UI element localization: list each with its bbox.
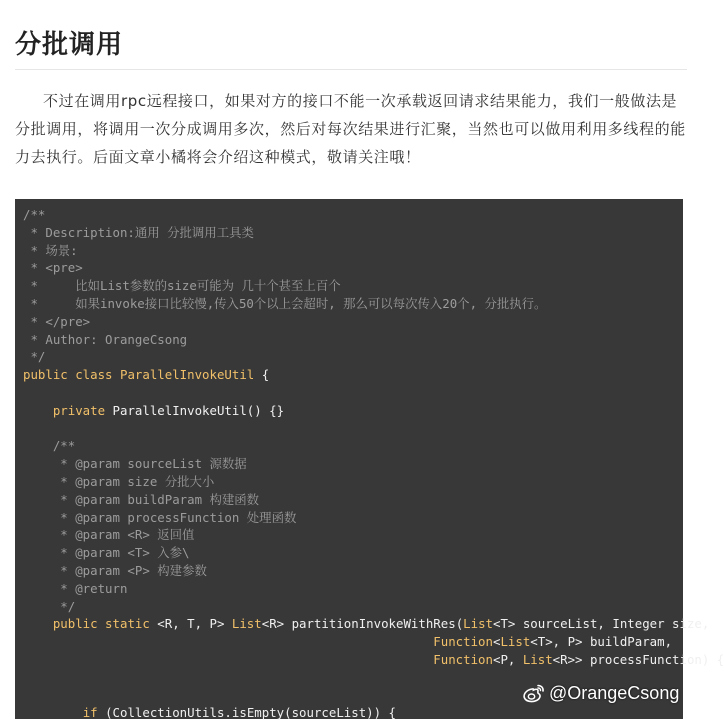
code-token: if [82, 705, 106, 721]
heading-divider [15, 69, 687, 70]
code-token: <T> sourceList, Integer size, [493, 616, 710, 632]
code-line [23, 598, 724, 616]
code-token: * @param <T> 入参\ [23, 545, 190, 561]
code-line [23, 437, 724, 455]
code-line [23, 331, 724, 349]
code-line [23, 526, 724, 544]
code-token: * Description:通用 分批调用工具类 [23, 224, 254, 240]
code-line [23, 402, 724, 420]
code-token [23, 616, 53, 631]
code-token: <R> partitionInvokeWithRes( [261, 616, 464, 632]
code-token: * @param <P> 构建参数 [23, 562, 207, 578]
code-line [23, 704, 724, 722]
watermark-text: @OrangeCsong [549, 682, 680, 703]
code-token: * @param <R> 返回值 [23, 527, 195, 543]
code-token: * 场景: [23, 242, 78, 258]
code-token: * @param size 分批大小 [23, 473, 215, 489]
code-line [23, 580, 724, 598]
watermark [522, 680, 679, 706]
code-token: { [254, 367, 270, 383]
code-line [23, 509, 724, 527]
code-token: */ [23, 349, 46, 365]
code-line [23, 366, 724, 384]
code-token: * 比如List参数的size可能为 几十个甚至上百个 [23, 278, 341, 294]
code-line [23, 277, 724, 295]
code-token [23, 652, 433, 667]
code-token: Function [433, 651, 493, 667]
code-content [23, 206, 724, 722]
code-line [23, 651, 724, 669]
code-token: public static [52, 616, 158, 632]
intro-paragraph: 不过在调用rpc远程接口，如果对方的接口不能一次承载返回请求结果能力，我们一般做法是分批调用，将调用一次分成调用多次，然后对每次结果进行汇聚，当然也可以做用利用多线程的能力去执行。后面文章小橘将会介绍这种模式，敬请关注哦！ [15, 92, 686, 166]
code-line [23, 295, 724, 313]
code-token: List [522, 651, 553, 667]
code-token [23, 705, 83, 720]
code-token [23, 403, 53, 418]
section-heading: 分批调用 [15, 30, 124, 60]
code-token: * @return [23, 580, 128, 596]
code-line [23, 224, 724, 242]
code-token: Function [433, 634, 493, 650]
code-token: * Author: OrangeCsong [23, 331, 188, 347]
code-token: * @param processFunction 处理函数 [23, 509, 297, 525]
code-line [23, 420, 724, 438]
code-token: List [463, 616, 493, 632]
code-line [23, 544, 724, 562]
code-line [23, 206, 724, 224]
code-token: * </pre> [23, 313, 91, 329]
code-line [23, 473, 724, 491]
code-line [23, 633, 724, 651]
code-token: ParallelInvokeUtil [119, 367, 255, 383]
code-line [23, 491, 724, 509]
code-token: */ [23, 598, 76, 614]
code-line [23, 455, 724, 473]
code-token: <T>, P> buildParam, [530, 634, 673, 650]
code-line [23, 259, 724, 277]
code-token: List [500, 634, 531, 650]
code-token: * @param sourceList 源数据 [23, 456, 247, 472]
code-line [23, 384, 724, 402]
code-token: <R, T, P> [157, 616, 232, 632]
code-line [23, 242, 724, 260]
code-token: /** [23, 207, 46, 222]
code-token: <P, [492, 651, 523, 667]
code-line [23, 348, 724, 366]
code-token: public class [23, 367, 120, 383]
code-line [23, 562, 724, 580]
code-token: * <pre> [23, 260, 83, 276]
code-token: List [231, 616, 262, 632]
weibo-icon [522, 682, 546, 704]
code-token: * 如果invoke接口比较慢,传入50个以上会超时, 那么可以每次传入20个, 分批执行。 [23, 295, 547, 311]
code-block[interactable] [15, 199, 724, 721]
code-line [23, 313, 724, 331]
code-token: private [52, 402, 113, 418]
code-token: < [492, 634, 501, 650]
code-token: <R>> processFunction) { [552, 651, 724, 667]
code-token: /** [23, 438, 76, 454]
code-line [23, 615, 724, 633]
code-token: (CollectionUtils.isEmpty(sourceList)) { [105, 705, 397, 721]
code-token: ParallelInvokeUtil() {} [112, 402, 285, 418]
code-token [23, 634, 433, 649]
code-token: * @param buildParam 构建函数 [23, 491, 260, 507]
